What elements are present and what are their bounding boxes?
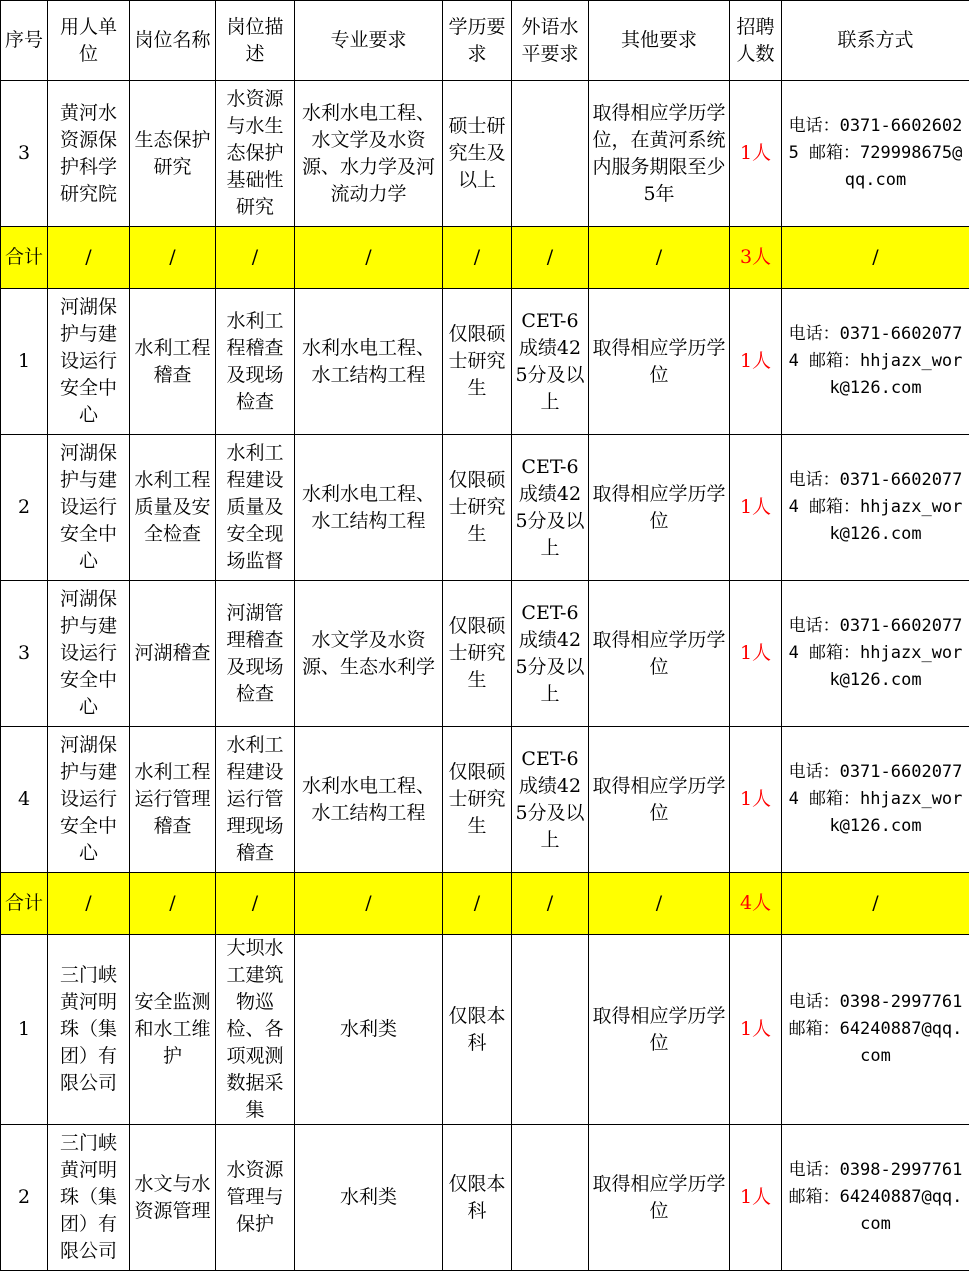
contact-cell: 电话：0371-66020774 邮箱：hhjazx_work@126.com [782,727,969,873]
header-cell: 联系方式 [782,1,969,81]
description-cell: 水利工程稽查及现场检查 [216,289,295,435]
position-cell: 水利工程稽查 [130,289,216,435]
seq-cell: 2 [1,435,48,581]
headcount-cell: 1人 [730,435,782,581]
position-cell: 水利工程运行管理稽查 [130,727,216,873]
major-cell: 水利水电工程、水文学及水资源、水力学及河流动力学 [295,81,443,227]
seq-cell: 1 [1,935,48,1125]
description-cell: 水利工程建设质量及安全现场监督 [216,435,295,581]
position-cell: 生态保护研究 [130,81,216,227]
education-cell: / [443,227,512,289]
language-cell: / [512,873,589,935]
language-cell: / [512,227,589,289]
other-req-cell: / [589,873,730,935]
description-cell: / [216,873,295,935]
table-row [1,581,969,727]
major-cell: / [295,227,443,289]
contact-cell: / [782,873,969,935]
language-cell [512,1125,589,1271]
header-cell: 用人单位 [48,1,130,81]
other-req-cell: 取得相应学历学位 [589,935,730,1125]
table-row [1,1125,969,1271]
education-cell: 仅限硕士研究生 [443,581,512,727]
total-row [1,873,969,935]
education-cell: 仅限本科 [443,1125,512,1271]
header-cell: 学历要求 [443,1,512,81]
education-cell: 仅限本科 [443,935,512,1125]
table-row [1,289,969,435]
language-cell: CET-6成绩425分及以上 [512,727,589,873]
table-row [1,81,969,227]
description-cell: 河湖管理稽查及现场检查 [216,581,295,727]
headcount-cell: 4人 [730,873,782,935]
major-cell: 水文学及水资源、生态水利学 [295,581,443,727]
contact-cell: 电话：0398-2997761 邮箱：64240887@qq.com [782,935,969,1125]
table-row [1,935,969,1125]
major-cell: 水利水电工程、水工结构工程 [295,289,443,435]
description-cell: 大坝水工建筑物巡检、各项观测数据采集 [216,935,295,1125]
employer-cell: / [48,873,130,935]
language-cell: CET-6成绩425分及以上 [512,581,589,727]
headcount-cell: 1人 [730,727,782,873]
employer-cell: 三门峡黄河明珠（集团）有限公司 [48,935,130,1125]
seq-cell: 1 [1,289,48,435]
major-cell: 水利水电工程、水工结构工程 [295,435,443,581]
contact-cell: / [782,227,969,289]
contact-cell: 电话：0398-2997761 邮箱：64240887@qq.com [782,1125,969,1271]
headcount-cell: 1人 [730,81,782,227]
major-cell: 水利类 [295,935,443,1125]
seq-cell: 3 [1,581,48,727]
education-cell: 仅限硕士研究生 [443,727,512,873]
position-cell: / [130,873,216,935]
position-cell: 安全监测和水工维护 [130,935,216,1125]
total-row [1,227,969,289]
language-cell: CET-6成绩425分及以上 [512,289,589,435]
header-cell: 序号 [1,1,48,81]
description-cell: 水资源与水生态保护基础性研究 [216,81,295,227]
header-cell: 外语水平要求 [512,1,589,81]
other-req-cell: 取得相应学历学位 [589,581,730,727]
headcount-cell: 1人 [730,1125,782,1271]
education-cell: 仅限硕士研究生 [443,435,512,581]
contact-cell: 电话：0371-66020774 邮箱：hhjazx_work@126.com [782,581,969,727]
employer-cell: 黄河水资源保护科学研究院 [48,81,130,227]
other-req-cell: 取得相应学历学位，在黄河系统内服务期限至少5年 [589,81,730,227]
seq-cell: 3 [1,81,48,227]
employer-cell: 河湖保护与建设运行安全中心 [48,581,130,727]
position-cell: 水利工程质量及安全检查 [130,435,216,581]
header-cell: 专业要求 [295,1,443,81]
header-cell: 招聘人数 [730,1,782,81]
employer-cell: / [48,227,130,289]
contact-cell: 电话：0371-66020774 邮箱：hhjazx_work@126.com [782,435,969,581]
header-row [1,1,969,81]
seq-cell: 合计 [1,873,48,935]
seq-cell: 4 [1,727,48,873]
employer-cell: 三门峡黄河明珠（集团）有限公司 [48,1125,130,1271]
position-cell: 水文与水资源管理 [130,1125,216,1271]
major-cell: / [295,873,443,935]
description-cell: 水资源管理与保护 [216,1125,295,1271]
contact-cell: 电话：0371-66020774 邮箱：hhjazx_work@126.com [782,289,969,435]
description-cell: 水利工程建设运行管理现场稽查 [216,727,295,873]
header-cell: 岗位名称 [130,1,216,81]
other-req-cell: 取得相应学历学位 [589,1125,730,1271]
major-cell: 水利类 [295,1125,443,1271]
other-req-cell: / [589,227,730,289]
position-cell: / [130,227,216,289]
description-cell: / [216,227,295,289]
employer-cell: 河湖保护与建设运行安全中心 [48,727,130,873]
other-req-cell: 取得相应学历学位 [589,727,730,873]
major-cell: 水利水电工程、水工结构工程 [295,727,443,873]
seq-cell: 2 [1,1125,48,1271]
headcount-cell: 1人 [730,935,782,1125]
table-row [1,727,969,873]
other-req-cell: 取得相应学历学位 [589,289,730,435]
education-cell: 仅限硕士研究生 [443,289,512,435]
employer-cell: 河湖保护与建设运行安全中心 [48,289,130,435]
contact-cell: 电话：0371-66026025 邮箱：729998675@qq.com [782,81,969,227]
headcount-cell: 1人 [730,289,782,435]
headcount-cell: 1人 [730,581,782,727]
language-cell: CET-6成绩425分及以上 [512,435,589,581]
position-cell: 河湖稽查 [130,581,216,727]
language-cell [512,81,589,227]
table-body [1,1,969,1271]
education-cell: 硕士研究生及以上 [443,81,512,227]
other-req-cell: 取得相应学历学位 [589,435,730,581]
language-cell [512,935,589,1125]
header-cell: 岗位描述 [216,1,295,81]
employer-cell: 河湖保护与建设运行安全中心 [48,435,130,581]
headcount-cell: 3人 [730,227,782,289]
header-cell: 其他要求 [589,1,730,81]
education-cell: / [443,873,512,935]
seq-cell: 合计 [1,227,48,289]
table-row [1,435,969,581]
